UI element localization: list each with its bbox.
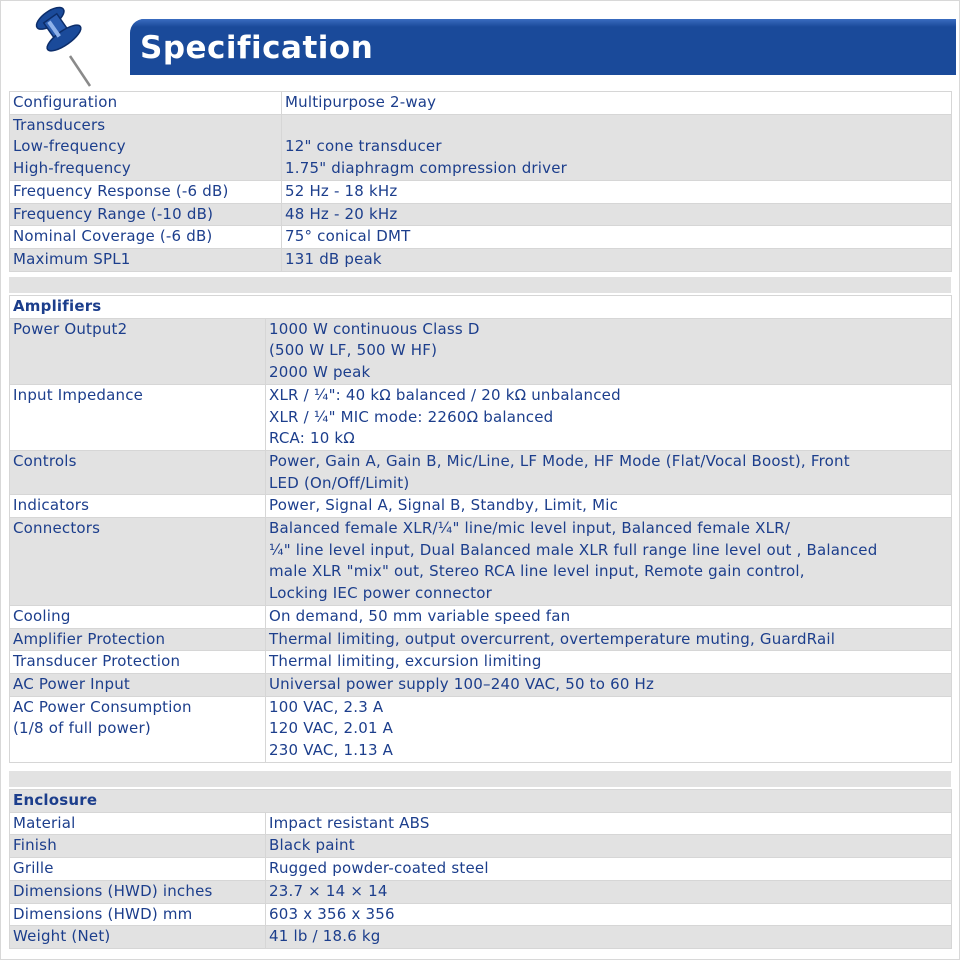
spec-value: Balanced female XLR/¼" line/mic level input, Balanced female XLR/ ¼" line level input, Dual Balanced male XLR full range line level out , Balanced male XLR "mix" out, Stereo RCA line level input, Remote gain control, Locking IEC power connector bbox=[266, 518, 952, 606]
spec-label: Connectors bbox=[10, 518, 266, 606]
spec-label: Finish bbox=[10, 835, 266, 858]
spec-value: Thermal limiting, excursion limiting bbox=[266, 651, 952, 674]
table-row bbox=[10, 628, 952, 651]
spec-value: 603 x 356 x 356 bbox=[266, 903, 952, 926]
spec-label: Transducers Low-frequency High-frequency bbox=[10, 114, 282, 180]
spec-label: Grille bbox=[10, 858, 266, 881]
table-row bbox=[10, 92, 952, 115]
spec-value: Universal power supply 100–240 VAC, 50 to 60 Hz bbox=[266, 673, 952, 696]
table-row bbox=[10, 605, 952, 628]
table-row bbox=[10, 696, 952, 762]
specification-banner bbox=[130, 19, 956, 75]
spec-label: Controls bbox=[10, 450, 266, 494]
spec-label: Indicators bbox=[10, 495, 266, 518]
table-row bbox=[10, 114, 952, 180]
table-row bbox=[10, 673, 952, 696]
table-row bbox=[10, 880, 952, 903]
spec-value: 131 dB peak bbox=[282, 248, 952, 271]
spec-value: Power, Gain A, Gain B, Mic/Line, LF Mode, HF Mode (Flat/Vocal Boost), Front LED (On/Off/Limit) bbox=[266, 450, 952, 494]
table-row bbox=[10, 180, 952, 203]
pushpin-icon bbox=[30, 4, 100, 88]
table-row bbox=[10, 812, 952, 835]
page-title: Specification bbox=[140, 30, 374, 66]
section-divider bbox=[9, 277, 951, 293]
table-row bbox=[10, 248, 952, 271]
table-row bbox=[10, 903, 952, 926]
spec-label: Nominal Coverage (-6 dB) bbox=[10, 226, 282, 249]
spec-label: Weight (Net) bbox=[10, 926, 266, 949]
amplifier-spec-table bbox=[9, 295, 952, 763]
spec-label: Frequency Range (-10 dB) bbox=[10, 203, 282, 226]
spec-value: Thermal limiting, output overcurrent, overtemperature muting, GuardRail bbox=[266, 628, 952, 651]
transducer-spec-table bbox=[9, 91, 952, 272]
spec-value: Multipurpose 2-way bbox=[282, 92, 952, 115]
spec-label: Material bbox=[10, 812, 266, 835]
spec-label: Transducer Protection bbox=[10, 651, 266, 674]
spec-value: 41 lb / 18.6 kg bbox=[266, 926, 952, 949]
table-row bbox=[10, 858, 952, 881]
spec-value: 12" cone transducer 1.75" diaphragm compression driver bbox=[282, 114, 952, 180]
spec-value: 75° conical DMT bbox=[282, 226, 952, 249]
spec-value: 52 Hz - 18 kHz bbox=[282, 180, 952, 203]
section-heading-row bbox=[10, 296, 952, 319]
spec-label: Configuration bbox=[10, 92, 282, 115]
table-row bbox=[10, 495, 952, 518]
section-divider bbox=[9, 771, 951, 787]
spec-value: On demand, 50 mm variable speed fan bbox=[266, 605, 952, 628]
spec-label: AC Power Consumption (1/8 of full power) bbox=[10, 696, 266, 762]
table-row bbox=[10, 518, 952, 606]
spec-label: Dimensions (HWD) inches bbox=[10, 880, 266, 903]
table-row bbox=[10, 203, 952, 226]
spec-label: Frequency Response (-6 dB) bbox=[10, 180, 282, 203]
table-row bbox=[10, 926, 952, 949]
table-row bbox=[10, 835, 952, 858]
spec-value: 100 VAC, 2.3 A 120 VAC, 2.01 A 230 VAC, 1.13 A bbox=[266, 696, 952, 762]
table-row bbox=[10, 318, 952, 384]
spec-label: Maximum SPL1 bbox=[10, 248, 282, 271]
spec-value: Impact resistant ABS bbox=[266, 812, 952, 835]
table-row bbox=[10, 651, 952, 674]
spec-label: Power Output2 bbox=[10, 318, 266, 384]
spec-value: 23.7 × 14 × 14 bbox=[266, 880, 952, 903]
spec-value: Rugged powder-coated steel bbox=[266, 858, 952, 881]
spec-label: Input Impedance bbox=[10, 384, 266, 450]
table-row bbox=[10, 450, 952, 494]
spec-value: Power, Signal A, Signal B, Standby, Limit, Mic bbox=[266, 495, 952, 518]
section-heading-row bbox=[10, 790, 952, 813]
spec-label: Dimensions (HWD) mm bbox=[10, 903, 266, 926]
spec-label: Amplifier Protection bbox=[10, 628, 266, 651]
section-heading: Enclosure bbox=[10, 790, 952, 813]
spec-value: 1000 W continuous Class D (500 W LF, 500 W HF) 2000 W peak bbox=[266, 318, 952, 384]
spec-value: 48 Hz - 20 kHz bbox=[282, 203, 952, 226]
spec-value: XLR / ¼": 40 kΩ balanced / 20 kΩ unbalanced XLR / ¼" MIC mode: 2260Ω balanced RCA: 10 kΩ bbox=[266, 384, 952, 450]
section-heading: Amplifiers bbox=[10, 296, 952, 319]
enclosure-spec-table bbox=[9, 789, 952, 949]
table-row bbox=[10, 384, 952, 450]
spec-value: Black paint bbox=[266, 835, 952, 858]
spec-label: Cooling bbox=[10, 605, 266, 628]
table-row bbox=[10, 226, 952, 249]
spec-label: AC Power Input bbox=[10, 673, 266, 696]
